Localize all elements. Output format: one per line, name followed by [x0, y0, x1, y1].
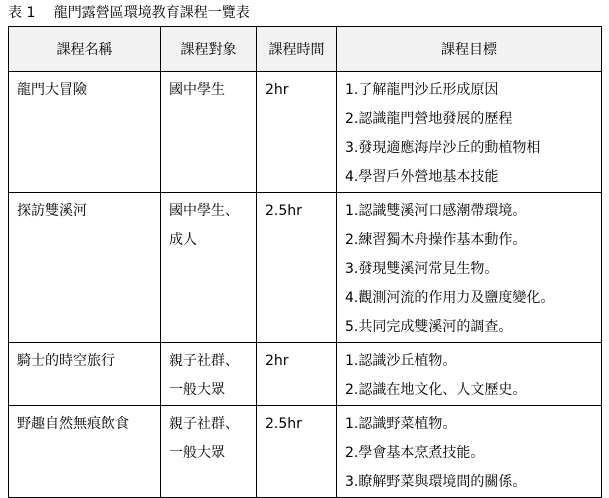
course-name: 野趣自然無痕飲食 — [9, 406, 161, 498]
goal-item: 1.認識雙溪河口感潮帶環境。 — [345, 203, 527, 219]
table-row — [9, 406, 602, 498]
course-audience: 親子社群、 一般大眾 — [161, 343, 257, 406]
goal-item: 4.學習戶外營地基本技能 — [345, 169, 499, 185]
header-course-name: 課程名稱 — [9, 27, 161, 72]
goal-item: 4.觀測河流的作用力及鹽度變化。 — [345, 290, 555, 306]
course-goals — [337, 193, 602, 343]
goal-item: 2.認識龍門營地發展的歷程 — [345, 111, 513, 127]
goal-item: 2.練習獨木舟操作基本動作。 — [345, 232, 527, 248]
header-duration: 課程時間 — [257, 27, 337, 72]
goal-item: 1.認識野菜植物。 — [345, 416, 457, 432]
course-name: 探訪雙溪河 — [9, 193, 161, 343]
header-audience: 課程對象 — [161, 27, 257, 72]
goal-item: 2.認識在地文化、人文歷史。 — [345, 382, 527, 398]
goal-item: 1.了解龍門沙丘形成原因 — [345, 82, 499, 98]
course-goals — [337, 72, 602, 193]
course-duration: 2hr — [257, 72, 337, 193]
header-goals: 課程目標 — [337, 27, 602, 72]
table-caption: 表 1 龍門露營區環境教育課程一覽表 — [8, 5, 250, 21]
course-audience: 國中學生、 成人 — [161, 193, 257, 343]
course-table — [8, 26, 602, 498]
goal-item: 3.發現適應海岸沙丘的動植物相 — [345, 140, 541, 156]
header-row — [9, 27, 602, 72]
goal-item: 2.學會基本烹煮技能。 — [345, 445, 485, 461]
table-row — [9, 343, 602, 406]
goal-item: 5.共同完成雙溪河的調查。 — [345, 319, 513, 335]
course-goals — [337, 406, 602, 498]
goal-item: 1.認識沙丘植物。 — [345, 353, 457, 369]
table-row — [9, 72, 602, 193]
goal-item: 3.瞭解野菜與環境間的關係。 — [345, 474, 527, 490]
course-goals — [337, 343, 602, 406]
goal-item: 3.發現雙溪河常見生物。 — [345, 261, 499, 277]
course-name: 騎士的時空旅行 — [9, 343, 161, 406]
course-duration: 2.5hr — [257, 193, 337, 343]
course-duration: 2.5hr — [257, 406, 337, 498]
course-duration: 2hr — [257, 343, 337, 406]
course-audience: 親子社群、 一般大眾 — [161, 406, 257, 498]
table-row — [9, 193, 602, 343]
course-audience: 國中學生 — [161, 72, 257, 193]
course-name: 龍門大冒險 — [9, 72, 161, 193]
